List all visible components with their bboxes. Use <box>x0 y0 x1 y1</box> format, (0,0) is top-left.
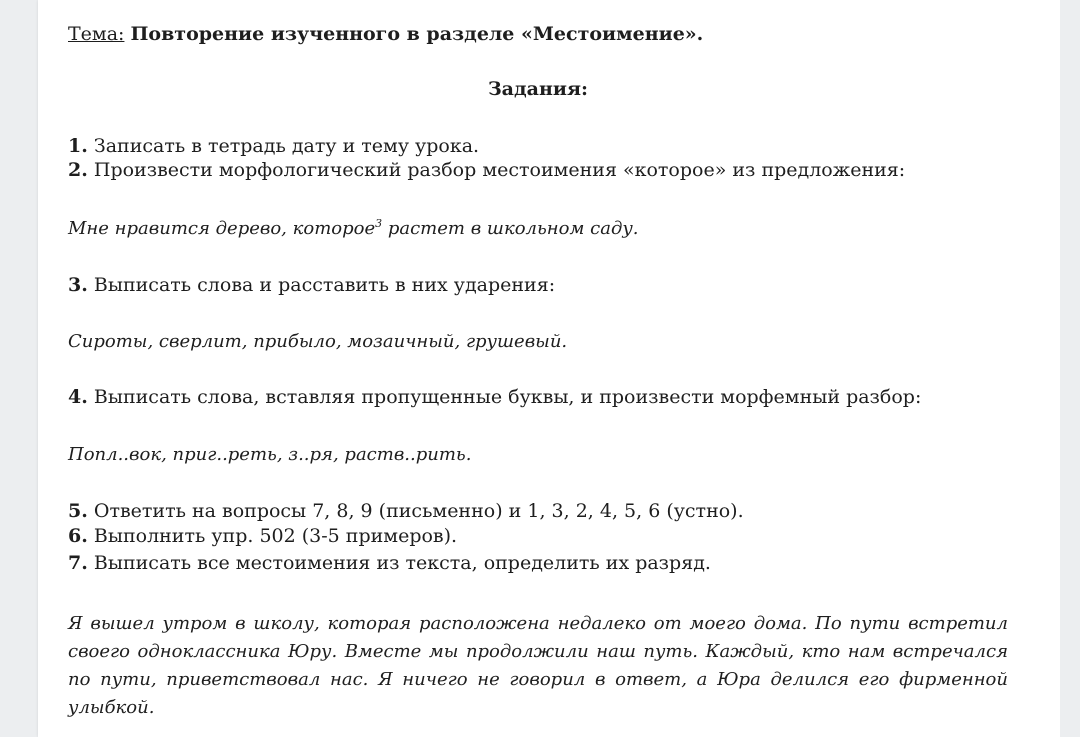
task-number: 1. <box>68 135 88 157</box>
passage-text: Я вышел утром в школу, которая расположена недалеко от моего дома. По пути встретил своего одноклассника Юру. Вместе мы продолжили наш путь. Каждый, кто нам встречался по пути, приветствовал нас. Я ничего не говорил в ответ, а Юра делился его фирменной улыбкой. <box>68 613 1008 718</box>
topic-title: Повторение изученного в разделе «Местоимение». <box>130 23 704 45</box>
task-1 <box>68 134 479 158</box>
task-text: Выписать все местоимения из текста, определить их разряд. <box>93 552 711 574</box>
example-sentence-end: растет в школьном саду. <box>382 218 639 239</box>
task-7 <box>68 551 711 575</box>
missing-letters-words: Попл..вок, приг..реть, з..ря, раств..рить. <box>68 444 472 465</box>
example-sentence-start: Мне нравится дерево, которое <box>68 218 376 239</box>
superscript-mark: 3 <box>375 217 383 230</box>
page-edge <box>1060 0 1080 737</box>
task-text: Выписать слова и расставить в них ударения: <box>93 274 556 296</box>
document-page <box>38 0 1060 737</box>
task-number: 5. <box>68 500 88 522</box>
task-number: 2. <box>68 159 88 181</box>
task-5 <box>68 499 744 523</box>
task-number: 4. <box>68 386 88 408</box>
task-number: 3. <box>68 274 88 296</box>
example-sentence <box>68 217 639 241</box>
task-4 <box>68 385 921 409</box>
task-number: 6. <box>68 525 88 547</box>
task-3 <box>68 273 555 297</box>
topic-line <box>68 22 703 46</box>
task-text: Ответить на вопросы 7, 8, 9 (письменно) и 1, 3, 2, 4, 5, 6 (устно). <box>93 500 744 522</box>
tasks-heading: Задания: <box>487 78 589 100</box>
task-text: Произвести морфологический разбор местоимения «которое» из предложения: <box>93 159 906 181</box>
task-text: Выписать слова, вставляя пропущенные буквы, и произвести морфемный разбор: <box>93 386 922 408</box>
stress-words: Сироты, сверлит, прибыло, мозаичный, грушевый. <box>68 331 568 352</box>
task-6 <box>68 524 457 548</box>
task-number: 7. <box>68 552 88 574</box>
task-text: Записать в тетрадь дату и тему урока. <box>93 135 480 157</box>
topic-label: Тема: <box>68 23 125 45</box>
task-text: Выполнить упр. 502 (3-5 примеров). <box>93 525 458 547</box>
task-2 <box>68 158 905 182</box>
